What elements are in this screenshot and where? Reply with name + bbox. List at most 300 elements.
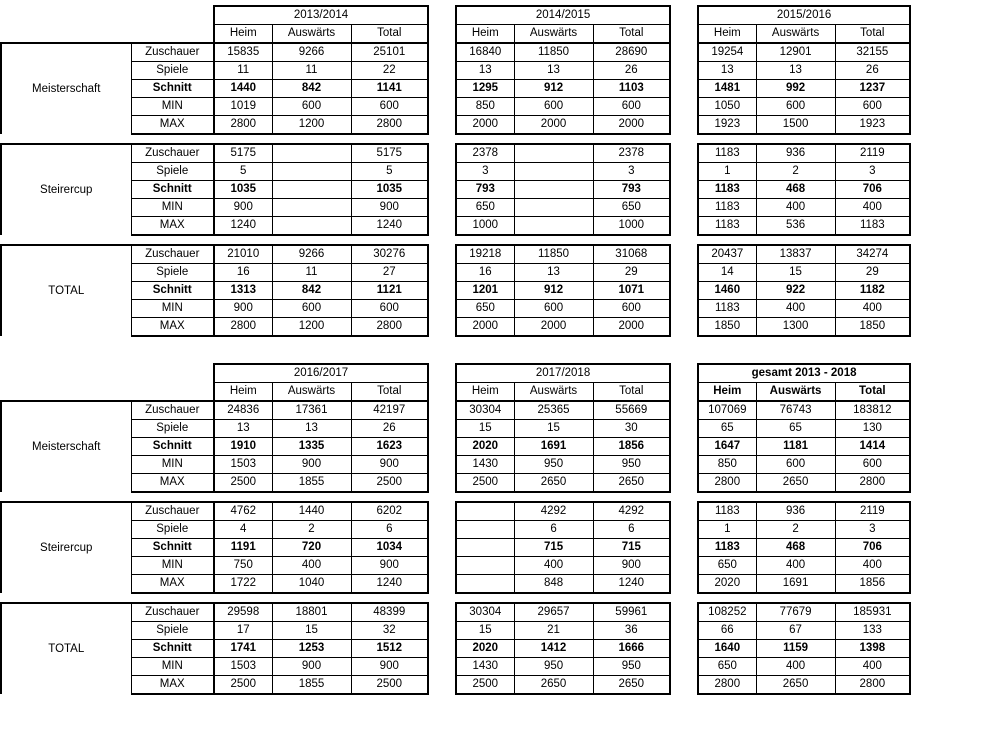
table-cell: 1640	[698, 640, 756, 658]
metric-label: Zuschauer	[131, 502, 214, 521]
table-cell: 842	[272, 282, 351, 300]
table-cell: 2119	[835, 144, 910, 163]
table-cell: 1	[698, 521, 756, 539]
table-cell: 1335	[272, 438, 351, 456]
table-cell: 13837	[756, 245, 835, 264]
metric-label: MIN	[131, 98, 214, 116]
table-cell: 11	[272, 264, 351, 282]
table-cell: 30304	[456, 401, 514, 420]
metric-label: MAX	[131, 575, 214, 594]
table-cell: 1103	[593, 80, 670, 98]
metric-label: Schnitt	[131, 80, 214, 98]
table-cell: 2800	[835, 676, 910, 695]
table-cell: 1000	[456, 217, 514, 236]
table-cell	[272, 163, 351, 181]
table-cell: 26	[593, 62, 670, 80]
table-cell: 1691	[756, 575, 835, 594]
column-header: Total	[593, 383, 670, 402]
section-label: Meisterschaft	[1, 43, 131, 134]
table-cell: 650	[593, 199, 670, 217]
metric-label: MIN	[131, 456, 214, 474]
table-cell: 1034	[351, 539, 428, 557]
table-cell: 900	[351, 199, 428, 217]
metric-label: Schnitt	[131, 181, 214, 199]
table-cell: 650	[456, 300, 514, 318]
table-row	[1, 456, 910, 474]
table-cell: 2800	[698, 676, 756, 695]
table-cell: 4	[214, 521, 272, 539]
table-cell: 34274	[835, 245, 910, 264]
section-label: TOTAL	[1, 245, 131, 336]
section-spacer	[1, 492, 910, 502]
table-cell: 5175	[351, 144, 428, 163]
table-cell: 25365	[514, 401, 593, 420]
table-row	[1, 98, 910, 116]
table-cell: 13	[456, 62, 514, 80]
table-cell: 1440	[272, 502, 351, 521]
table-cell: 29598	[214, 603, 272, 622]
table-cell: 76743	[756, 401, 835, 420]
table-cell: 1183	[835, 217, 910, 236]
table-cell: 1856	[593, 438, 670, 456]
column-header: Heim	[214, 25, 272, 44]
table-row	[1, 318, 910, 337]
table-cell: 1295	[456, 80, 514, 98]
table-cell: 24836	[214, 401, 272, 420]
column-header-row	[1, 25, 910, 44]
table-row	[1, 163, 910, 181]
table-cell: 1035	[351, 181, 428, 199]
column-header: Auswärts	[514, 25, 593, 44]
table-cell: 9266	[272, 43, 351, 62]
table-cell: 1855	[272, 676, 351, 695]
table-cell: 32155	[835, 43, 910, 62]
table-cell: 15	[456, 420, 514, 438]
table-cell: 1910	[214, 438, 272, 456]
table-row	[1, 62, 910, 80]
column-header: Total	[835, 25, 910, 44]
table-cell: 1183	[698, 300, 756, 318]
table-cell: 16840	[456, 43, 514, 62]
table-row	[1, 80, 910, 98]
table-cell: 1414	[835, 438, 910, 456]
table-cell: 950	[514, 658, 593, 676]
table-cell: 2	[756, 163, 835, 181]
table-cell: 11	[214, 62, 272, 80]
table-cell: 1	[698, 163, 756, 181]
table-cell: 1430	[456, 456, 514, 474]
table-cell: 1182	[835, 282, 910, 300]
table-cell: 600	[593, 300, 670, 318]
table-cell: 13	[514, 264, 593, 282]
table-cell: 400	[835, 199, 910, 217]
table-cell: 1200	[272, 116, 351, 135]
metric-label: Spiele	[131, 521, 214, 539]
table-cell: 1512	[351, 640, 428, 658]
table-cell: 2000	[593, 116, 670, 135]
table-cell: 15	[272, 622, 351, 640]
table-cell: 77679	[756, 603, 835, 622]
table-cell: 15835	[214, 43, 272, 62]
attendance-table-2	[0, 363, 911, 695]
table-cell	[456, 539, 514, 557]
table-cell	[456, 575, 514, 594]
table-cell: 2650	[514, 474, 593, 493]
table-row	[1, 603, 910, 622]
table-cell: 2650	[593, 676, 670, 695]
table-cell: 900	[272, 456, 351, 474]
table-cell: 2650	[756, 676, 835, 695]
table-cell: 1035	[214, 181, 272, 199]
table-cell: 4762	[214, 502, 272, 521]
table-cell: 2378	[593, 144, 670, 163]
table-cell: 14	[698, 264, 756, 282]
table-row	[1, 401, 910, 420]
table-cell: 900	[593, 557, 670, 575]
table-cell: 400	[756, 199, 835, 217]
table-cell: 5175	[214, 144, 272, 163]
table-cell: 2800	[351, 318, 428, 337]
column-header: Total	[593, 25, 670, 44]
table-cell: 1240	[214, 217, 272, 236]
table-cell: 900	[272, 658, 351, 676]
table-cell: 600	[756, 456, 835, 474]
table-row	[1, 420, 910, 438]
table-cell: 20437	[698, 245, 756, 264]
column-header: Auswärts	[272, 383, 351, 402]
table-cell: 30	[593, 420, 670, 438]
table-cell: 2000	[514, 318, 593, 337]
table-row	[1, 438, 910, 456]
table-cell: 4292	[593, 502, 670, 521]
table-cell: 1019	[214, 98, 272, 116]
table-cell	[514, 217, 593, 236]
table-cell: 1141	[351, 80, 428, 98]
column-header: Auswärts	[514, 383, 593, 402]
table-row	[1, 502, 910, 521]
table-cell: 6202	[351, 502, 428, 521]
table-cell: 19218	[456, 245, 514, 264]
table-cell: 3	[835, 163, 910, 181]
table-cell: 15	[456, 622, 514, 640]
table-cell: 2020	[456, 438, 514, 456]
table-cell: 108252	[698, 603, 756, 622]
table-cell: 600	[514, 98, 593, 116]
table-cell: 2	[756, 521, 835, 539]
table-cell: 29	[835, 264, 910, 282]
table-cell: 2800	[351, 116, 428, 135]
table-cell: 13	[698, 62, 756, 80]
table-row	[1, 539, 910, 557]
table-cell: 32	[351, 622, 428, 640]
table-cell: 2800	[214, 116, 272, 135]
section-label: Steirercup	[1, 144, 131, 235]
table-cell: 400	[756, 557, 835, 575]
table-cell: 536	[756, 217, 835, 236]
season-title: 2014/2015	[456, 6, 670, 25]
table-cell: 1481	[698, 80, 756, 98]
table-cell: 2500	[214, 676, 272, 695]
table-cell: 2500	[456, 676, 514, 695]
table-cell	[272, 217, 351, 236]
table-cell: 600	[272, 300, 351, 318]
table-cell: 1398	[835, 640, 910, 658]
table-cell: 1200	[272, 318, 351, 337]
table-cell: 900	[214, 199, 272, 217]
metric-label: Zuschauer	[131, 144, 214, 163]
table-cell: 16	[214, 264, 272, 282]
table-cell: 1430	[456, 658, 514, 676]
table-cell: 1923	[835, 116, 910, 135]
metric-label: MIN	[131, 557, 214, 575]
table-cell: 850	[456, 98, 514, 116]
metric-label: MIN	[131, 658, 214, 676]
metric-label: Zuschauer	[131, 401, 214, 420]
table-row	[1, 144, 910, 163]
table-cell: 706	[835, 181, 910, 199]
table-row	[1, 217, 910, 236]
table-cell: 1503	[214, 658, 272, 676]
section-spacer	[1, 134, 910, 144]
table-cell: 29657	[514, 603, 593, 622]
table-cell: 2378	[456, 144, 514, 163]
column-header: Heim	[456, 383, 514, 402]
column-header: Heim	[214, 383, 272, 402]
table-cell: 25101	[351, 43, 428, 62]
table-cell: 1183	[698, 144, 756, 163]
table-row	[1, 622, 910, 640]
table-row	[1, 521, 910, 539]
table-cell: 2000	[593, 318, 670, 337]
table-cell: 2119	[835, 502, 910, 521]
metric-label: Spiele	[131, 622, 214, 640]
table-cell	[456, 502, 514, 521]
table-cell: 850	[698, 456, 756, 474]
table-cell: 706	[835, 539, 910, 557]
table-row	[1, 658, 910, 676]
table-cell: 1240	[593, 575, 670, 594]
table-row	[1, 640, 910, 658]
table-cell: 1300	[756, 318, 835, 337]
table-cell: 5	[351, 163, 428, 181]
table-cell: 11850	[514, 245, 593, 264]
table-cell: 715	[593, 539, 670, 557]
column-header: Auswärts	[756, 25, 835, 44]
table-cell: 31068	[593, 245, 670, 264]
table-cell: 65	[698, 420, 756, 438]
table-cell: 1240	[351, 575, 428, 594]
table-cell: 793	[456, 181, 514, 199]
section-spacer	[1, 593, 910, 603]
table-cell: 30276	[351, 245, 428, 264]
season-title: 2015/2016	[698, 6, 910, 25]
metric-label: MAX	[131, 217, 214, 236]
column-header-row	[1, 383, 910, 402]
table-cell	[514, 181, 593, 199]
table-cell: 2650	[756, 474, 835, 493]
metric-label: MAX	[131, 676, 214, 695]
table-cell: 1850	[835, 318, 910, 337]
column-header: Total	[351, 383, 428, 402]
table-row	[1, 264, 910, 282]
season-header-row	[1, 364, 910, 383]
table-cell: 4292	[514, 502, 593, 521]
table-cell	[514, 163, 593, 181]
table-cell: 842	[272, 80, 351, 98]
table-cell: 400	[756, 300, 835, 318]
table-cell: 17	[214, 622, 272, 640]
table-cell: 793	[593, 181, 670, 199]
table-cell: 600	[514, 300, 593, 318]
table-cell: 1183	[698, 539, 756, 557]
table-cell	[272, 199, 351, 217]
table-cell: 600	[593, 98, 670, 116]
metric-label: Zuschauer	[131, 603, 214, 622]
season-title: 2016/2017	[214, 364, 428, 383]
table-cell: 6	[351, 521, 428, 539]
table-cell: 600	[351, 98, 428, 116]
table-cell: 936	[756, 144, 835, 163]
table-cell: 107069	[698, 401, 756, 420]
table-cell: 900	[214, 300, 272, 318]
metric-label: Zuschauer	[131, 43, 214, 62]
table-cell: 600	[835, 98, 910, 116]
table-cell: 13	[514, 62, 593, 80]
table-cell: 1647	[698, 438, 756, 456]
table-cell: 2650	[593, 474, 670, 493]
table-cell: 15	[756, 264, 835, 282]
table-cell: 650	[698, 557, 756, 575]
table-cell: 1121	[351, 282, 428, 300]
table-cell: 183812	[835, 401, 910, 420]
table-cell: 27	[351, 264, 428, 282]
table-cell: 1181	[756, 438, 835, 456]
metric-label: Spiele	[131, 420, 214, 438]
attendance-table-1	[0, 5, 911, 337]
table-cell	[272, 181, 351, 199]
table-cell: 936	[756, 502, 835, 521]
column-header: Total	[351, 25, 428, 44]
table-cell: 848	[514, 575, 593, 594]
table-cell: 6	[514, 521, 593, 539]
section-label: Meisterschaft	[1, 401, 131, 492]
table-cell: 1500	[756, 116, 835, 135]
table-cell: 600	[351, 300, 428, 318]
table-cell: 400	[835, 557, 910, 575]
table-cell: 1237	[835, 80, 910, 98]
table-cell: 2000	[514, 116, 593, 135]
table-cell: 2020	[456, 640, 514, 658]
table-cell: 400	[272, 557, 351, 575]
season-header-row	[1, 6, 910, 25]
table-cell: 1050	[698, 98, 756, 116]
table-cell: 1253	[272, 640, 351, 658]
column-header: Heim	[456, 25, 514, 44]
metric-label: Schnitt	[131, 539, 214, 557]
table-cell: 42197	[351, 401, 428, 420]
table-row	[1, 575, 910, 594]
section-spacer	[1, 235, 910, 245]
table-cell: 1691	[514, 438, 593, 456]
table-cell: 12901	[756, 43, 835, 62]
column-header: Total	[835, 383, 910, 402]
table-cell: 1623	[351, 438, 428, 456]
table-cell: 900	[351, 557, 428, 575]
table-cell: 468	[756, 539, 835, 557]
table-cell: 1183	[698, 502, 756, 521]
table-cell: 3	[835, 521, 910, 539]
table-cell: 185931	[835, 603, 910, 622]
table-cell: 3	[456, 163, 514, 181]
table-cell: 400	[835, 658, 910, 676]
table-row	[1, 300, 910, 318]
table-row	[1, 557, 910, 575]
table-cell: 912	[514, 80, 593, 98]
table-cell: 950	[514, 456, 593, 474]
table-cell: 922	[756, 282, 835, 300]
metric-label: MAX	[131, 116, 214, 135]
table-row	[1, 676, 910, 695]
table-cell: 1460	[698, 282, 756, 300]
metric-label: MIN	[131, 300, 214, 318]
table-cell: 1201	[456, 282, 514, 300]
table-cell: 1313	[214, 282, 272, 300]
table-cell: 2500	[214, 474, 272, 493]
table-cell: 17361	[272, 401, 351, 420]
table-cell: 992	[756, 80, 835, 98]
table-cell: 48399	[351, 603, 428, 622]
table-cell: 26	[351, 420, 428, 438]
table-cell	[514, 144, 593, 163]
table-cell: 650	[456, 199, 514, 217]
table-row	[1, 181, 910, 199]
column-header: Heim	[698, 383, 756, 402]
metric-label: MIN	[131, 199, 214, 217]
metric-label: Spiele	[131, 62, 214, 80]
table-cell: 1191	[214, 539, 272, 557]
table-cell: 19254	[698, 43, 756, 62]
metric-label: MAX	[131, 318, 214, 337]
table-cell: 1040	[272, 575, 351, 594]
table-cell: 1741	[214, 640, 272, 658]
table-cell: 11850	[514, 43, 593, 62]
metric-label: MAX	[131, 474, 214, 493]
table-cell: 1412	[514, 640, 593, 658]
table-cell: 400	[835, 300, 910, 318]
season-title: 2013/2014	[214, 6, 428, 25]
table-cell: 600	[835, 456, 910, 474]
table-cell: 2020	[698, 575, 756, 594]
table-cell: 1183	[698, 199, 756, 217]
table-cell	[456, 521, 514, 539]
table-row	[1, 282, 910, 300]
table-cell: 21	[514, 622, 593, 640]
metric-label: Spiele	[131, 163, 214, 181]
table-cell: 2500	[456, 474, 514, 493]
table-cell: 65	[756, 420, 835, 438]
season-title: 2017/2018	[456, 364, 670, 383]
season-title: gesamt 2013 - 2018	[698, 364, 910, 383]
table-cell: 13	[756, 62, 835, 80]
table-cell: 900	[351, 658, 428, 676]
table-cell: 1923	[698, 116, 756, 135]
table-cell: 3	[593, 163, 670, 181]
table-cell: 1856	[835, 575, 910, 594]
table-row	[1, 199, 910, 217]
table-cell: 400	[514, 557, 593, 575]
table-cell: 59961	[593, 603, 670, 622]
table-cell: 29	[593, 264, 670, 282]
